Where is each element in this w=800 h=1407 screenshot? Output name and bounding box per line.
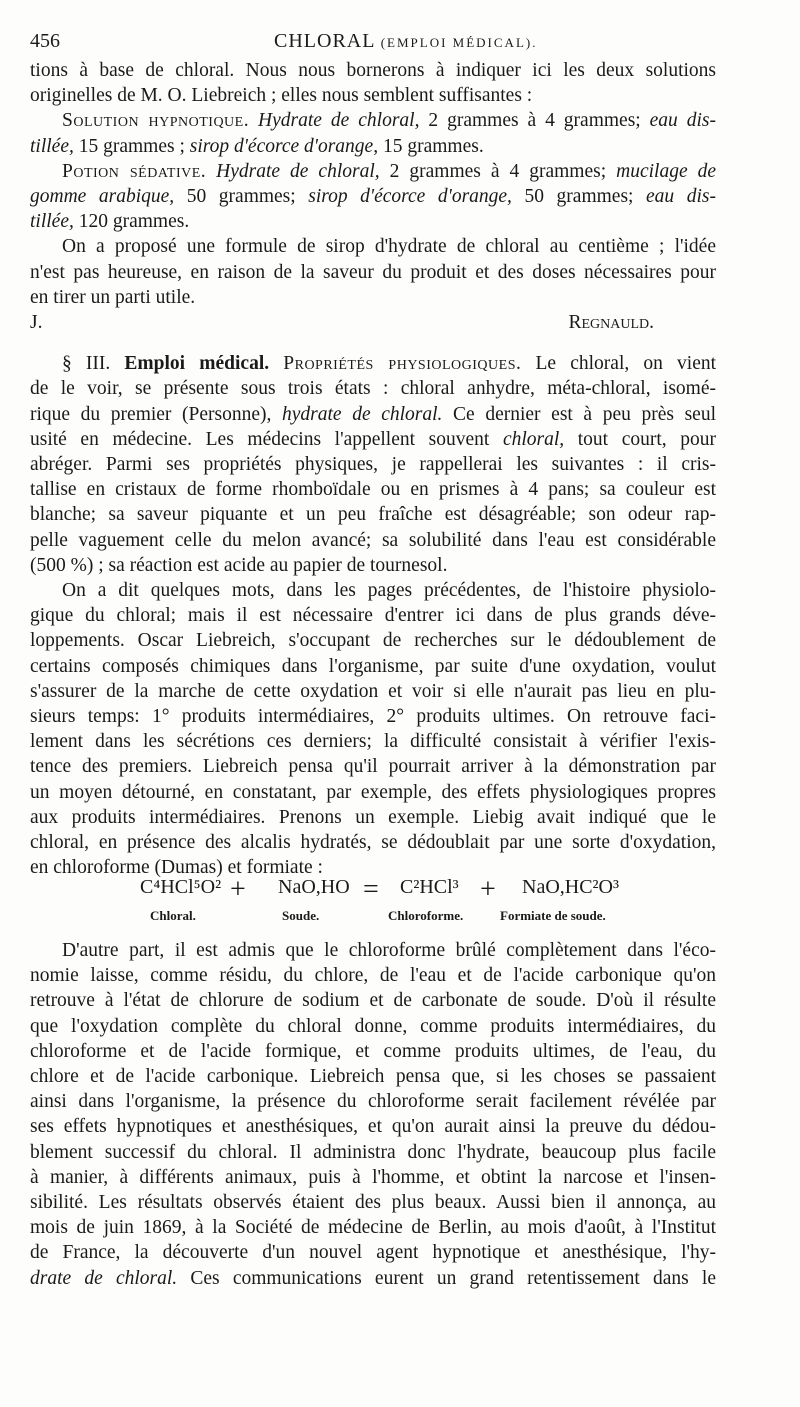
- section-number: § III.: [62, 353, 111, 375]
- running-title-sub: (EMPLOI MÉDICAL).: [380, 35, 538, 50]
- potion-sedative-line3: tillée, 120 grammes.: [30, 211, 190, 233]
- text-line: en tirer un parti utile.: [30, 286, 196, 308]
- text-line: blanche; sa saveur piquante et un peu fraîche est désagréable; son odeur rap-: [30, 504, 716, 526]
- chemical-equation: [130, 876, 690, 936]
- section-heading-line: § III. Emploi médical. Propriétés physiologiques. Le chloral, on vient: [62, 353, 717, 375]
- plus-sign: +: [480, 874, 496, 905]
- section-gap: [30, 335, 716, 351]
- running-title-main: CHLORAL: [274, 30, 375, 52]
- section-title: Emploi médical.: [124, 353, 270, 375]
- solution-label: Solution hypnotique.: [62, 110, 250, 132]
- text-line: loppements. Oscar Liebreich, s'occupant de recherches sur le dédoublement de: [30, 630, 716, 652]
- text-line: tallise en cristaux de forme rhomboïdale ou en prismes à 4 pans; sa couleur est: [30, 479, 716, 501]
- text-line: aux produits intermédiaires. Prenons un exemple. Liebig avait indiqué que le: [30, 806, 716, 828]
- potion-sedative-line2: gomme arabique, 50 grammes; sirop d'écorce d'orange, 50 grammes; eau dis-: [30, 186, 716, 208]
- text-line: ainsi dans l'organisme, la présence du chloroforme serait facilement révélée par: [30, 1091, 716, 1113]
- text-line: drate de chloral. Ces communications eurent un grand retentissement dans le: [30, 1267, 716, 1289]
- text-line: gique du chloral; mais il est nécessaire d'entrer ici dans de plus grands déve-: [30, 605, 716, 627]
- formula-chloroforme: C²HCl³: [400, 876, 459, 898]
- text-line: sieurs temps: 1° produits intermédiaires, 2° produits ultimes. On retrouve faci-: [30, 706, 716, 728]
- text-line: On a proposé une formule de sirop d'hydrate de chloral au centième ; l'idée: [62, 236, 716, 258]
- text-line: tions à base de chloral. Nous nous bornerons à indiquer ici les deux solutions: [30, 60, 716, 81]
- text-line: certains composés chimiques dans l'organisme, par suite d'une oxydation, voulut: [30, 655, 716, 677]
- text-line: sibilité. Les résultats observés étaient des plus beaux. Aussi bien il annonça, au: [30, 1192, 716, 1214]
- label-formiate: Formiate de soude.: [500, 908, 606, 923]
- text-line: que l'oxydation complète du chloral donne, comme produits intermédiaires, du: [30, 1015, 716, 1037]
- text-line: On a dit quelques mots, dans les pages précédentes, de l'histoire physiolo-: [62, 580, 716, 602]
- equation-formulas: [130, 876, 690, 906]
- potion-label: Potion sédative.: [62, 160, 207, 182]
- text-line: à manier, à différents animaux, puis à l'homme, et obtint la narcose et l'insen-: [30, 1166, 716, 1188]
- solution-hypnotique-line2: tillée, 15 grammes ; sirop d'écorce d'orange, 15 grammes.: [30, 135, 484, 157]
- text-line: chloroforme et de l'acide formique, et comme produits ultimes, de l'eau, du: [30, 1040, 716, 1062]
- text-line: chloral, en présence des alcalis hydratés, se dédoublait par une sorte d'oxydation,: [30, 832, 716, 854]
- text-line: blement successif du chloral. Il administra donc l'hydrate, beaucoup plus facile: [30, 1141, 716, 1163]
- text-line: pelle vaguement celle du melon avancé; sa solubilité dans l'eau est considérable: [30, 529, 716, 551]
- running-title: [274, 30, 537, 53]
- text-line: s'assurer de la marche de cette oxydation et voir si elle n'aurait pas lieu en plu-: [30, 680, 716, 702]
- text-line: chlore et de l'acide carbonique. Liebreich pensa que, si les choses se passaient: [30, 1066, 716, 1088]
- formula-chloral: C⁴HCl⁵O²: [140, 876, 222, 898]
- formula-formiate: NaO,HC²O³: [522, 876, 619, 898]
- plus-sign: +: [230, 874, 246, 905]
- text-line: un moyen détourné, en constatant, par exemple, des effets physiologiques propres: [30, 781, 716, 803]
- text-line: ses effets hypnotiques et anesthésiques, et qu'on aurait ainsi la preuve du dédou-: [30, 1116, 716, 1138]
- text-line: nomie laisse, comme résidu, du chlore, de l'eau et de l'acide carbonique qu'on: [30, 965, 716, 987]
- text-line: usité en médecine. Les médecins l'appellent souvent chloral, tout court, pour: [30, 428, 717, 450]
- continuation-text-block: [30, 938, 716, 1291]
- running-header: [30, 28, 705, 58]
- text-line: lement dans les sécrétions ces derniers; la difficulté consistait à vérifier l'exis-: [30, 731, 716, 753]
- text-line: de France, la découverte d'un nouvel agent hypnotique et anesthésique, l'hy-: [30, 1242, 716, 1264]
- label-soude: Soude.: [282, 908, 320, 923]
- text-line: mois de juin 1869, à la Société de médecine de Berlin, au mois d'août, à l'Institut: [30, 1217, 716, 1239]
- section-subtitle: Propriétés physiologiques.: [283, 353, 522, 375]
- text-line: abréger. Parmi ses propriétés physiques, je rappellerai les suivantes : il cris-: [30, 454, 716, 476]
- text-line: rique du premier (Personne), hydrate de chloral. Ce dernier est à peu près seul: [30, 403, 716, 425]
- text-line: de le voir, se présente sous trois états : chloral anhydre, méta-chloral, isomé-: [30, 378, 716, 400]
- text-line: tence des premiers. Liebreich pensa qu'il pourrait arriver à la démonstration par: [30, 756, 716, 778]
- label-chloral: Chloral.: [150, 908, 196, 923]
- potion-sedative-line1: Potion sédative. Hydrate de chloral, 2 grammes à 4 grammes; mucilage de: [62, 160, 716, 182]
- formula-soude: NaO,HO: [278, 876, 350, 898]
- text-line: (500 %) ; sa réaction est acide au papier de tournesol.: [30, 554, 448, 576]
- equals-sign: =: [363, 874, 379, 905]
- solution-hypnotique-line1: Solution hypnotique. Hydrate de chloral, 2 grammes à 4 grammes; eau dis-: [62, 110, 717, 132]
- text-line: en chloroforme (Dumas) et formiate :: [30, 857, 323, 879]
- main-text-block: [30, 58, 716, 881]
- text-line: n'est pas heureuse, en raison de la saveur du produit et des doses nécessaires pour: [30, 261, 716, 283]
- text-line: D'autre part, il est admis que le chloroforme brûlé complètement dans l'éco-: [62, 940, 716, 961]
- label-chloroforme: Chloroforme.: [388, 908, 464, 923]
- text-line: originelles de M. O. Liebreich ; elles nous semblent suffisantes :: [30, 85, 533, 107]
- text-line: retrouve à l'état de chlorure de sodium et de carbonate de soude. D'où il résulte: [30, 990, 716, 1012]
- author-signature: J. Regnauld.: [30, 312, 654, 334]
- page-number: 456: [30, 30, 60, 52]
